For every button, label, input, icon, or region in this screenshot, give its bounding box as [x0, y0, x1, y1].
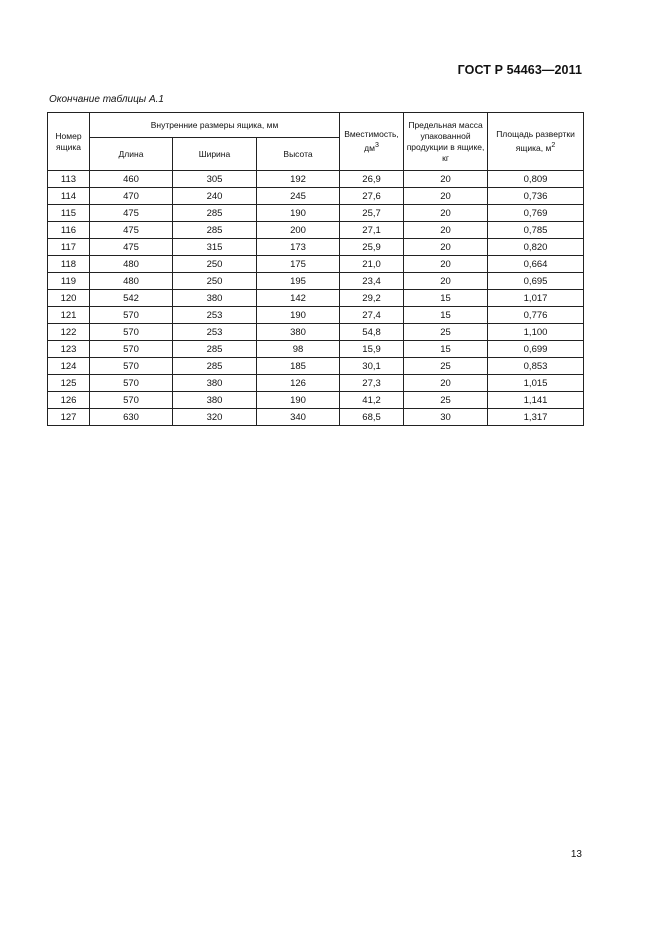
- cell-height: 245: [257, 188, 340, 205]
- cell-capacity: 25,7: [340, 205, 404, 222]
- boxes-table: [47, 112, 584, 426]
- cell-area: 0,664: [488, 256, 584, 273]
- header-area-sup: 2: [551, 141, 556, 150]
- cell-area: 0,695: [488, 273, 584, 290]
- cell-height: 173: [257, 239, 340, 256]
- cell-height: 142: [257, 290, 340, 307]
- cell-capacity: 41,2: [340, 392, 404, 409]
- header-capacity-text: Вместимость, дм: [344, 129, 399, 153]
- table-row: [48, 222, 584, 239]
- cell-max-mass: 20: [404, 239, 488, 256]
- cell-height: 195: [257, 273, 340, 290]
- cell-area: 1,015: [488, 375, 584, 392]
- cell-length: 475: [90, 239, 173, 256]
- cell-capacity: 27,4: [340, 307, 404, 324]
- cell-height: 185: [257, 358, 340, 375]
- cell-box-number: 123: [48, 341, 90, 358]
- cell-max-mass: 20: [404, 375, 488, 392]
- cell-box-number: 125: [48, 375, 90, 392]
- cell-height: 126: [257, 375, 340, 392]
- cell-box-number: 115: [48, 205, 90, 222]
- cell-max-mass: 20: [404, 205, 488, 222]
- header-length: Длина: [90, 138, 173, 171]
- cell-max-mass: 20: [404, 171, 488, 188]
- cell-box-number: 113: [48, 171, 90, 188]
- cell-height: 200: [257, 222, 340, 239]
- cell-max-mass: 25: [404, 358, 488, 375]
- cell-capacity: 30,1: [340, 358, 404, 375]
- cell-max-mass: 20: [404, 256, 488, 273]
- cell-max-mass: 20: [404, 222, 488, 239]
- cell-area: 1,100: [488, 324, 584, 341]
- table-row: [48, 341, 584, 358]
- table-row: [48, 290, 584, 307]
- cell-height: 175: [257, 256, 340, 273]
- cell-width: 285: [173, 222, 257, 239]
- cell-max-mass: 15: [404, 290, 488, 307]
- cell-area: 0,853: [488, 358, 584, 375]
- cell-box-number: 126: [48, 392, 90, 409]
- header-max-mass: Предельная масса упакованной продукции в ящике, кг: [404, 113, 488, 171]
- cell-length: 570: [90, 392, 173, 409]
- cell-height: 98: [257, 341, 340, 358]
- cell-length: 542: [90, 290, 173, 307]
- header-capacity: [340, 113, 404, 171]
- table-row: [48, 205, 584, 222]
- cell-width: 253: [173, 307, 257, 324]
- cell-area: 0,820: [488, 239, 584, 256]
- table-row: [48, 239, 584, 256]
- header-area: [488, 113, 584, 171]
- header-height: Высота: [257, 138, 340, 171]
- table-row: [48, 358, 584, 375]
- cell-capacity: 23,4: [340, 273, 404, 290]
- cell-width: 240: [173, 188, 257, 205]
- cell-box-number: 119: [48, 273, 90, 290]
- table-row: [48, 307, 584, 324]
- cell-capacity: 29,2: [340, 290, 404, 307]
- cell-box-number: 122: [48, 324, 90, 341]
- header-internal-dims: Внутренние размеры ящика, мм: [90, 113, 340, 138]
- cell-length: 570: [90, 307, 173, 324]
- cell-area: 0,785: [488, 222, 584, 239]
- header-width: Ширина: [173, 138, 257, 171]
- cell-area: 1,141: [488, 392, 584, 409]
- header-box-number: Номер ящика: [48, 113, 90, 171]
- cell-max-mass: 15: [404, 341, 488, 358]
- cell-length: 570: [90, 358, 173, 375]
- cell-length: 475: [90, 205, 173, 222]
- cell-height: 190: [257, 205, 340, 222]
- cell-box-number: 117: [48, 239, 90, 256]
- cell-width: 380: [173, 375, 257, 392]
- cell-length: 570: [90, 341, 173, 358]
- cell-capacity: 15,9: [340, 341, 404, 358]
- cell-capacity: 27,1: [340, 222, 404, 239]
- cell-length: 630: [90, 409, 173, 426]
- page-number: 13: [570, 849, 582, 860]
- cell-length: 460: [90, 171, 173, 188]
- cell-width: 250: [173, 273, 257, 290]
- cell-width: 380: [173, 290, 257, 307]
- cell-max-mass: 20: [404, 273, 488, 290]
- standard-designation: ГОСТ Р 54463—2011: [457, 63, 582, 77]
- cell-height: 340: [257, 409, 340, 426]
- cell-box-number: 118: [48, 256, 90, 273]
- cell-box-number: 127: [48, 409, 90, 426]
- cell-height: 380: [257, 324, 340, 341]
- cell-width: 305: [173, 171, 257, 188]
- cell-width: 380: [173, 392, 257, 409]
- cell-length: 475: [90, 222, 173, 239]
- cell-capacity: 68,5: [340, 409, 404, 426]
- cell-width: 253: [173, 324, 257, 341]
- table-row: [48, 392, 584, 409]
- cell-height: 190: [257, 392, 340, 409]
- cell-capacity: 21,0: [340, 256, 404, 273]
- cell-length: 480: [90, 273, 173, 290]
- cell-area: 1,317: [488, 409, 584, 426]
- cell-area: 0,736: [488, 188, 584, 205]
- cell-area: 0,809: [488, 171, 584, 188]
- cell-box-number: 121: [48, 307, 90, 324]
- cell-width: 285: [173, 341, 257, 358]
- cell-max-mass: 15: [404, 307, 488, 324]
- cell-height: 190: [257, 307, 340, 324]
- cell-length: 570: [90, 375, 173, 392]
- table-row: [48, 273, 584, 290]
- cell-box-number: 124: [48, 358, 90, 375]
- cell-length: 570: [90, 324, 173, 341]
- cell-box-number: 114: [48, 188, 90, 205]
- cell-capacity: 54,8: [340, 324, 404, 341]
- cell-max-mass: 25: [404, 324, 488, 341]
- cell-capacity: 27,6: [340, 188, 404, 205]
- cell-box-number: 116: [48, 222, 90, 239]
- table-row: [48, 171, 584, 188]
- cell-width: 285: [173, 205, 257, 222]
- cell-length: 470: [90, 188, 173, 205]
- cell-width: 315: [173, 239, 257, 256]
- cell-capacity: 26,9: [340, 171, 404, 188]
- table-body: [48, 171, 584, 426]
- cell-area: 0,776: [488, 307, 584, 324]
- table-caption: Окончание таблицы А.1: [49, 94, 164, 105]
- cell-max-mass: 25: [404, 392, 488, 409]
- cell-capacity: 25,9: [340, 239, 404, 256]
- table-row: [48, 324, 584, 341]
- table-row: [48, 188, 584, 205]
- cell-height: 192: [257, 171, 340, 188]
- cell-area: 0,769: [488, 205, 584, 222]
- cell-box-number: 120: [48, 290, 90, 307]
- table-row: [48, 375, 584, 392]
- cell-width: 285: [173, 358, 257, 375]
- cell-capacity: 27,3: [340, 375, 404, 392]
- cell-max-mass: 30: [404, 409, 488, 426]
- cell-area: 0,699: [488, 341, 584, 358]
- header-capacity-sup: 3: [374, 141, 379, 150]
- table-row: [48, 409, 584, 426]
- cell-width: 250: [173, 256, 257, 273]
- table-row: [48, 256, 584, 273]
- cell-area: 1,017: [488, 290, 584, 307]
- cell-width: 320: [173, 409, 257, 426]
- cell-length: 480: [90, 256, 173, 273]
- cell-max-mass: 20: [404, 188, 488, 205]
- header-area-text: Площадь развертки ящика, м: [496, 129, 575, 153]
